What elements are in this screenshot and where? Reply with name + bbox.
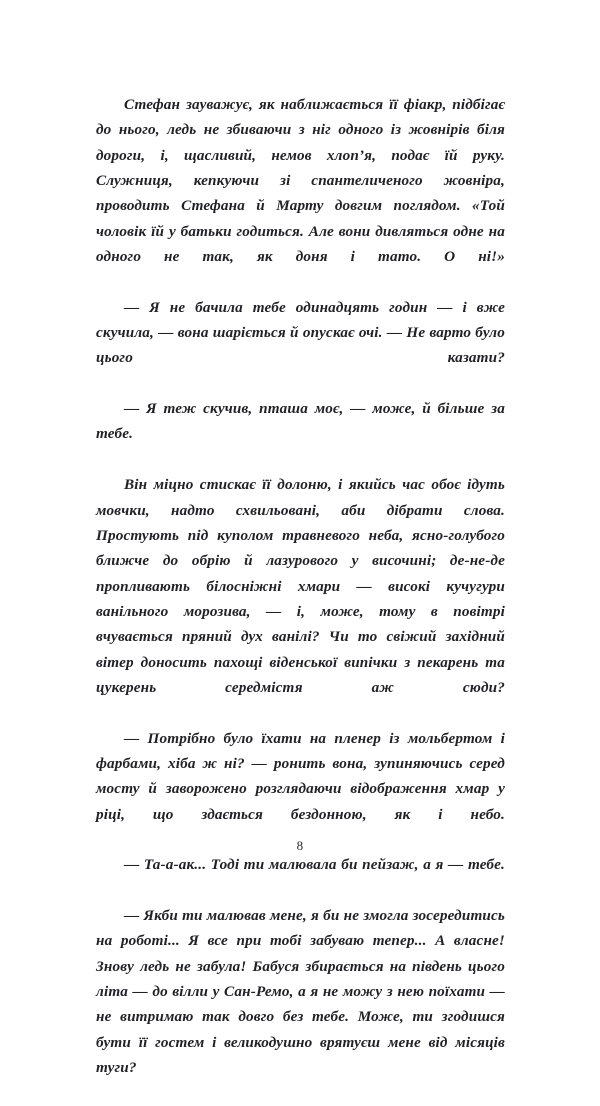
paragraph-dialogue: — Якби ти малював мене, я би не змогла зосередитись на роботі... Я все при тобі забуваю тепер... А власне! Знову ледь не забула! Бабуся збирається на південь цього літа — до вілли у Сан-Ремо, а я не можу з нею поїхати — не витримаю так довго без тебе. Може, ти згодишся бути її гостем і великодушно врятуєш мене від місяців туги? <box>96 907 505 1077</box>
paragraph-dialogue: — Я теж скучив, пташа моє, — може, й більше за тебе. <box>96 400 505 443</box>
page-text-block <box>96 92 505 1106</box>
paragraph-narrative: Стефан зауважує, як наближається її фіакр, підбігає до нього, ледь не збиваючи з ніг одного із жовнірів біля дороги, і, щасливий, немов хлоп’я, подає їй руку. Служниця, кепкуючи зі спантеличеного жовніра, проводить Стефана й Марту довгим поглядом. «Той чоловік їй у батьки годиться. Але вони дивляться одне на одного не так, як доня і тато. О ні!» <box>96 96 505 266</box>
page-number: 8 <box>296 838 304 853</box>
paragraph-narrative: Він міцно стискає її долоню, і якийсь час обоє ідуть мовчки, надто схвильовані, аби дібрати слова. Простують під куполом травневого неба, ясно-голубого ближче до обрію й лазурового у височині; де-не-де пропливають білосніжні хмари — високі кучугури ванільного морозива, — і, може, тому в повітрі вчувається пряний дух ванілі? Чи то свіжий західний вітер доносить пахощі віденської випічки з пекарень та цукерень середмістя аж сюди? <box>96 476 505 696</box>
paragraph-dialogue: — Та-а-ак... Тоді ти малювала би пейзаж, а я — тебе. <box>124 856 505 874</box>
paragraph-dialogue: — Потрібно було їхати на пленер із мольбертом і фарбами, хіба ж ні? — ронить вона, зупиняючись серед мосту й заворожено розглядаючи відображення хмар у ріці, що здається бездонною, як і небо. <box>96 729 505 823</box>
paragraph-dialogue: — Я не бачила тебе одинадцять годин — і вже скучила, — вона шаріється й опускає очі. — Не варто було цього казати? <box>96 298 505 367</box>
